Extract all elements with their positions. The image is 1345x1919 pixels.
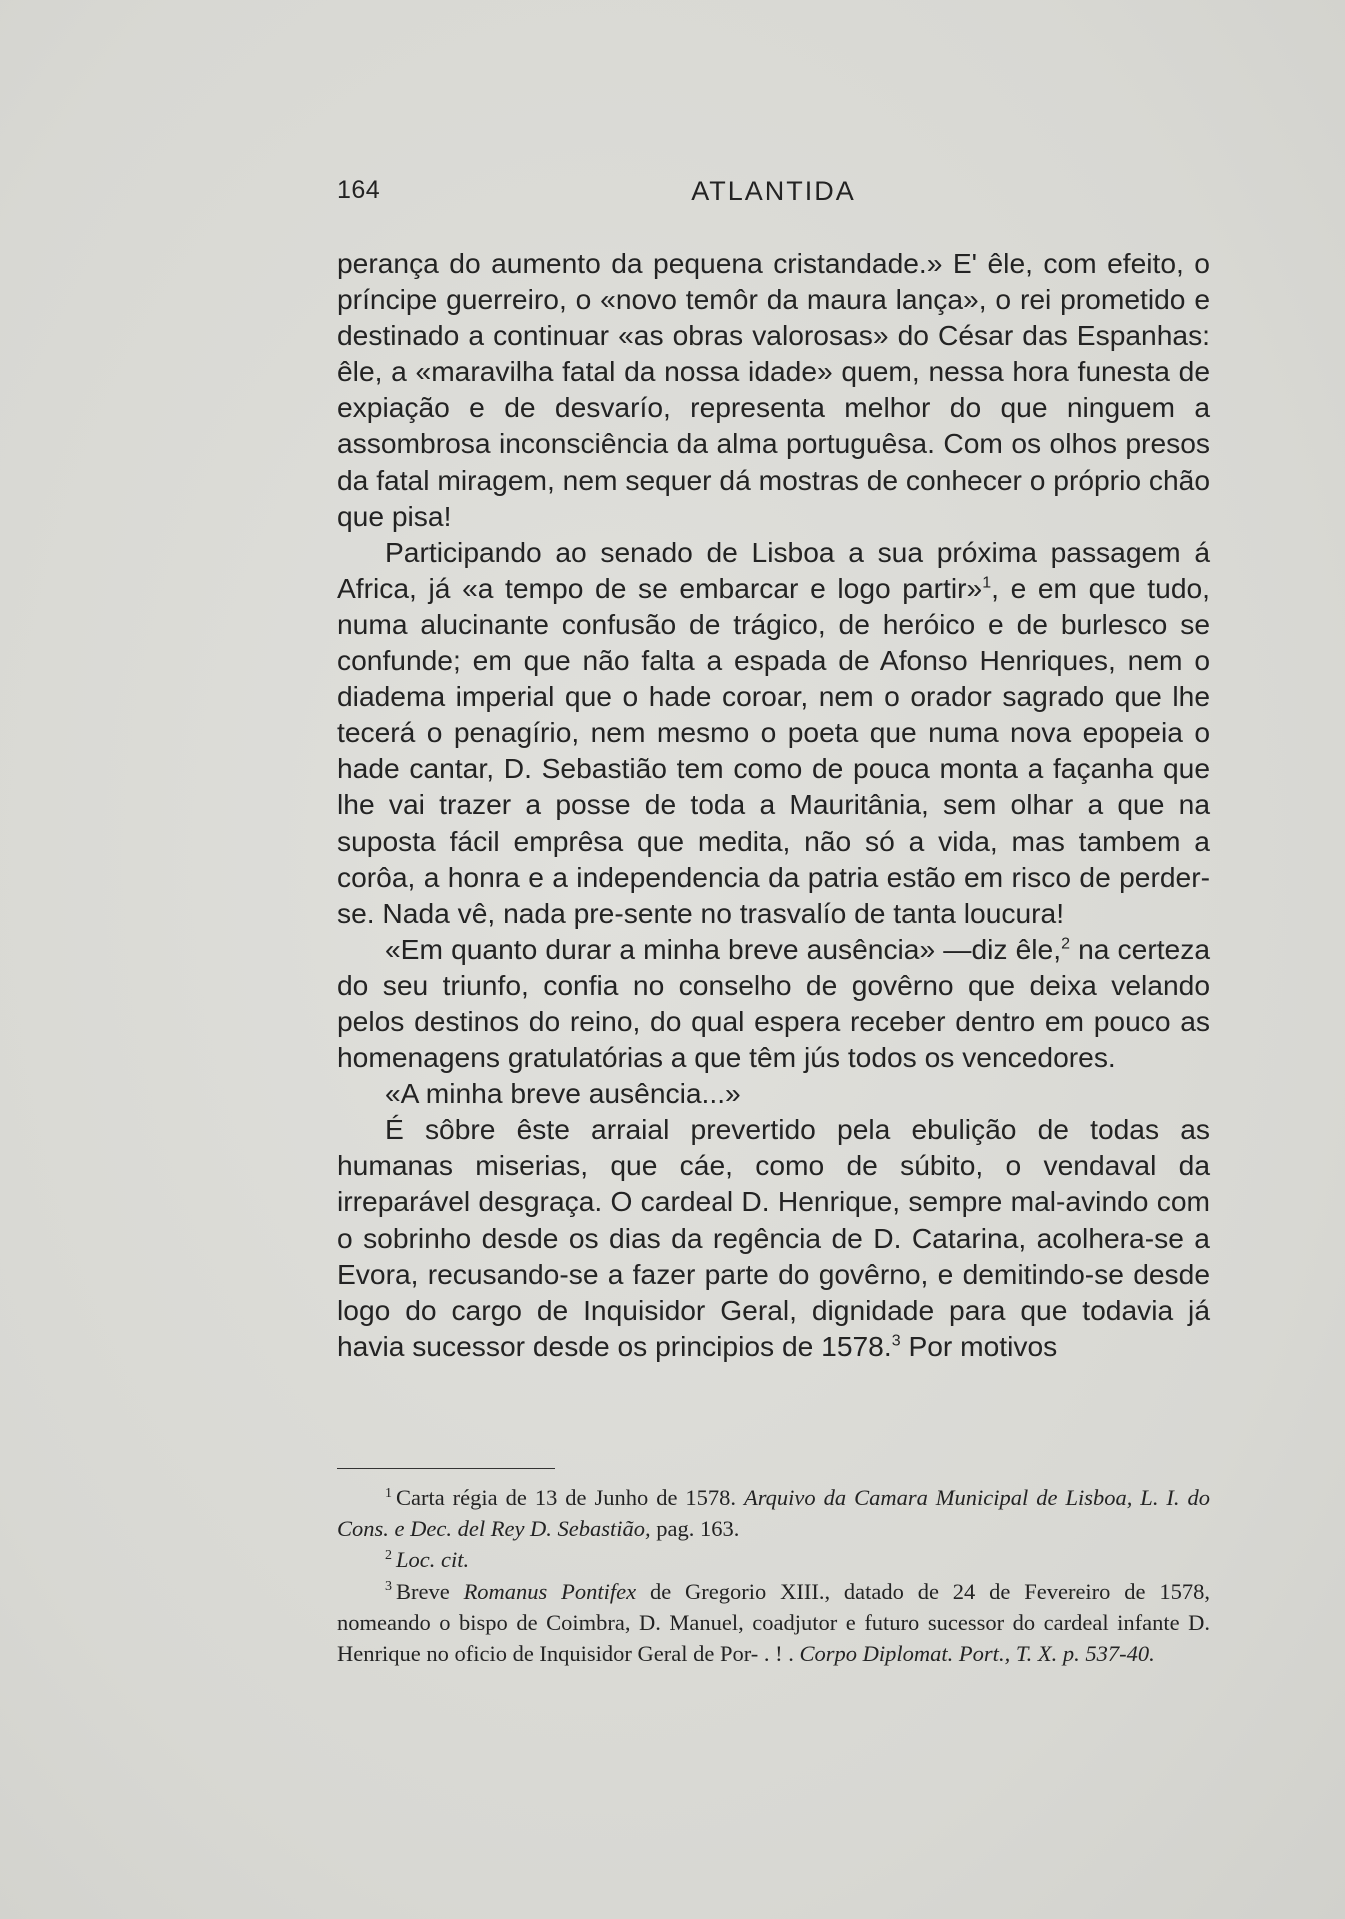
paragraph-text: «Em quanto durar a minha breve ausência» —diz êle, [385, 932, 1062, 965]
running-title: ATLANTIDA [691, 176, 856, 206]
footnote-text: Carta régia de 13 de Junho de 1578. [396, 1485, 744, 1510]
footnote-text: pag. 163. [650, 1516, 740, 1542]
paragraph-text: perança do aumento da pequena cristandade.» E' êle, com efeito, o príncipe guerreiro, o «novo temôr da maura lança», o rei prometido e destinado a continuar «as obras valorosas» do César das Espanhas: êle, a «maravilha fatal da nossa idade» quem, nessa hora funesta de expiação e de desvarío, representa melhor do que ninguem a assombrosa inconsciência da alma portuguêsa. Com os olhos presos da fatal miragem, nem sequer dá mostras de conhecer o próprio chão que pisa! [337, 247, 1210, 532]
footnote-mark: 1 [385, 1485, 392, 1501]
paragraph-text: «A minha breve ausência...» [385, 1077, 741, 1110]
paragraph-text: Participando ao senado de Lisboa a sua próxima passagem á Africa, já «a tempo de se embarcar e logo partir» [337, 535, 1210, 604]
footnote-text: de Gregorio XIII., datado de 24 de Fevereiro de 1578, nomeando o bispo de Coimbra, D. Manuel, coadjutor e futuro sucessor do cardeal infante D. Henrique no oficio de Inquisidor Geral de Por- . ! . [337, 1578, 1210, 1667]
paragraph [337, 1111, 1210, 1364]
footnote [337, 1544, 1210, 1575]
paragraph-text: É sôbre êste arraial prevertido pela ebulição de todas as humanas miserias, que cáe, como de súbito, o vendaval da irreparável desgraça. O cardeal D. Henrique, sempre mal-avindo com o sobrinho desde os dias da regência de D. Catarina, acolhera-se a Evora, recusando-se a fazer parte do govêrno, e demitindo-se desde logo do cargo de Inquisidor Geral, dignidade para que todavia já havia sucessor desde os principios de 1578. [337, 1113, 1210, 1362]
footnote-text: Arquivo da Camara Municipal de Lisboa, L. I. do Cons. e Dec. del Rey D. Sebastião, [337, 1485, 1210, 1542]
footnote [337, 1576, 1210, 1670]
footnote-text: Corpo Diplomat. Port., T. X. p. 537-40. [799, 1641, 1155, 1667]
footnotes [337, 1482, 1210, 1669]
body-text [337, 245, 1210, 1364]
paragraph-text: na certeza do seu triunfo, confia no conselho de govêrno que deixa velando pelos destinos do reino, do qual espera receber dentro em pouco as homenagens gratulatórias a que têm jús todos os vencedores. [337, 932, 1210, 1074]
footnote-mark: 2 [385, 1547, 392, 1563]
paragraph-text: Por motivos [900, 1329, 1058, 1362]
footnote-reference: 1 [982, 574, 992, 592]
paragraph [337, 931, 1210, 1075]
running-head [337, 176, 1210, 216]
footnote-mark: 3 [385, 1579, 392, 1595]
paragraph-text: , e em que tudo, numa alucinante confusão de trágico, de heróico e de burlesco se confunde; em que não falta a espada de Afonso Henriques, nem o diadema imperial que o hade coroar, nem o orador sagrado que lhe tecerá o penagírio, nem mesmo o poeta que numa nova epopeia o hade cantar, D. Sebastião tem como de pouca monta a façanha que lhe vai trazer a posse de toda a Mauritânia, sem olhar a que na suposta fácil emprêsa que medita, não só a vida, mas tambem a corôa, a honra e a independencia da patria estão em risco de perder-se. Nada vê, nada pre-sente no trasvalío de tanta loucura! [337, 571, 1210, 929]
footnote-rule [337, 1468, 555, 1469]
footnote-text: Romanus Pontifex [463, 1578, 637, 1604]
footnote-reference: 3 [891, 1332, 901, 1350]
paragraph [337, 1075, 1210, 1111]
paragraph [337, 245, 1210, 534]
footnote-text: Loc. cit. [396, 1547, 470, 1573]
footnote-reference: 2 [1061, 935, 1070, 953]
footnote-text: Breve [396, 1578, 464, 1604]
page-number: 164 [337, 176, 381, 204]
footnote [337, 1482, 1210, 1544]
paragraph [337, 534, 1210, 931]
